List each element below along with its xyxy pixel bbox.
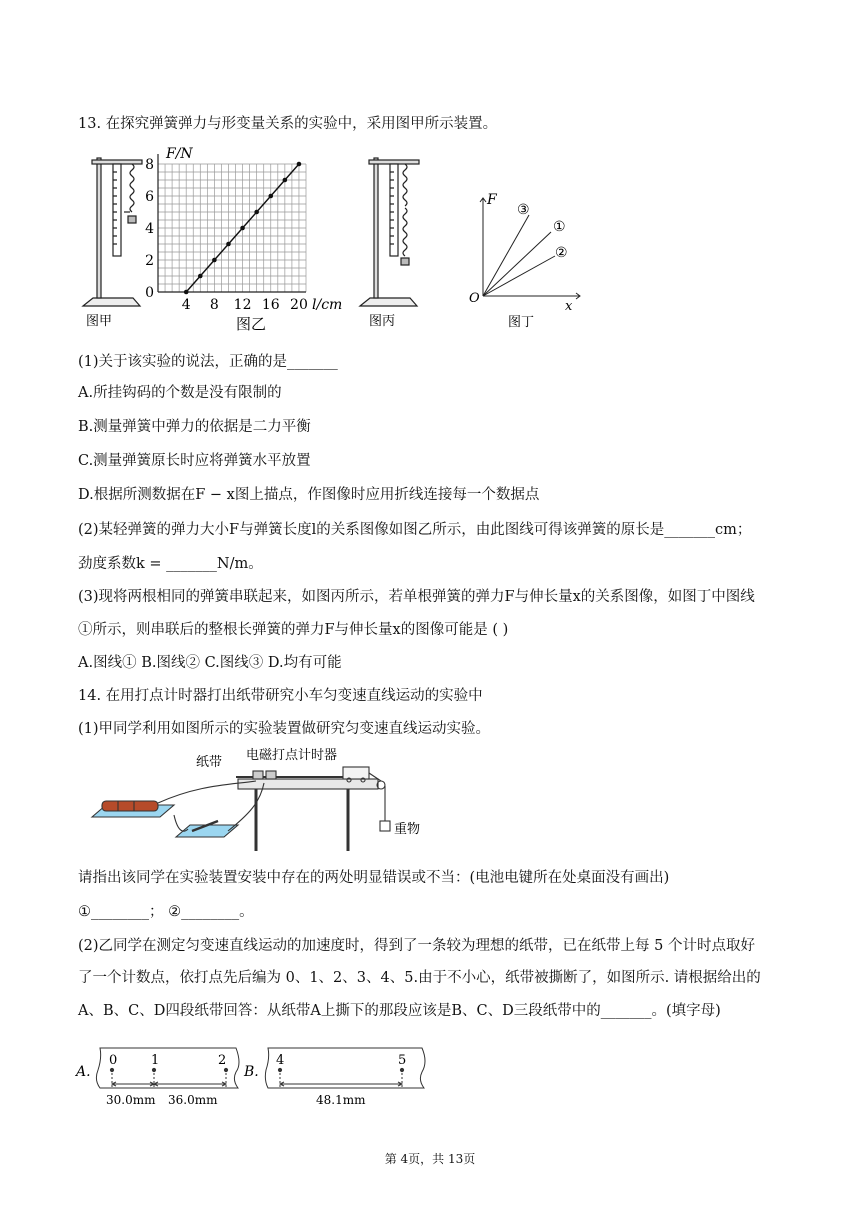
- q13-part3-options: A.图线① B.图线② C.图线③ D.均有可能: [78, 655, 342, 671]
- data-point: [198, 274, 203, 279]
- ding-line-3-label: ③: [517, 202, 530, 218]
- figure-yi-caption: 图乙: [236, 315, 267, 333]
- figure-ding: [455, 188, 585, 330]
- q13-option-b: B.测量弹簧中弹力的依据是二力平衡: [78, 419, 311, 435]
- figure-bing-caption: 图丙: [369, 314, 396, 329]
- q14-part2-line1: (2)乙同学在测定匀变速直线运动的加速度时，得到了一条较为理想的纸带，已在纸带上每 5 个计时点取好: [78, 938, 755, 954]
- tape-a-point-2: 2: [218, 1053, 227, 1068]
- q14-intro: 14. 在用打点计时器打出纸带研究小车匀变速直线运动的实验中: [78, 688, 483, 704]
- page-footer: 第 4页，共 13页: [384, 1152, 476, 1166]
- weight-block: [380, 821, 390, 831]
- q13-part2-line2: 劲度系数k = _______N/m。: [78, 556, 263, 572]
- figure-apparatus: [88, 745, 448, 857]
- tape-a-label: A.: [76, 1064, 91, 1080]
- y-tick-label: 4: [145, 221, 154, 237]
- table-top: [238, 779, 378, 789]
- tape-b-dist: 48.1mm: [316, 1093, 366, 1107]
- y-tick-label: 0: [145, 285, 154, 301]
- figure-tapes: [76, 1040, 436, 1112]
- q13-part2-line1: (2)某轻弹簧的弹力大小F与弹簧长度l的关系图像如图乙所示，由此图线可得该弹簧的原长是_______cm；: [78, 522, 752, 538]
- q14-part2-line2: 了一个计数点，依打点先后编为 0、1、2、3、4、5.由于不小心，纸带被撕断了，如图所示. 请根据给出的: [78, 970, 761, 986]
- data-point: [297, 162, 302, 167]
- ding-y-label: F: [487, 192, 497, 208]
- x-tick-label: 12: [233, 297, 252, 313]
- data-point: [283, 178, 288, 183]
- q14-part1-blanks: ①________； ②________。: [78, 904, 254, 920]
- y-tick-label: 8: [145, 157, 154, 173]
- ding-line-1-label: ①: [553, 219, 566, 235]
- q13-part1: (1)关于该实验的说法，正确的是_______: [78, 354, 338, 370]
- label-timer: 电磁打点计时器: [246, 748, 338, 763]
- label-weight: 重物: [394, 822, 421, 837]
- q14-part1: (1)甲同学利用如图所示的实验装置做研究匀变速直线运动实验。: [78, 721, 491, 737]
- tape-b-point-5: 5: [398, 1053, 407, 1068]
- ding-line-2-label: ②: [555, 245, 568, 261]
- q13-part3-line1: (3)现将两根相同的弹簧串联起来，如图丙所示，若单根弹簧的弹力F与伸长量x的关系图像，如图丁中图线: [78, 589, 755, 605]
- y-tick-label: 2: [145, 253, 154, 269]
- data-point: [240, 226, 245, 231]
- chart-y-axis-label: F/N: [166, 146, 193, 162]
- figure-jia-caption: 图甲: [86, 314, 113, 329]
- q13-option-a: A.所挂钩码的个数是没有限制的: [78, 385, 282, 401]
- data-point: [226, 242, 231, 247]
- chart-x-axis-label: l/cm: [312, 297, 343, 313]
- figure-bing: [355, 148, 425, 328]
- x-tick-label: 4: [181, 297, 191, 313]
- figure-ding-caption: 图丁: [508, 315, 535, 330]
- ding-origin-label: O: [469, 291, 480, 306]
- tape-a-point-0: 0: [109, 1053, 118, 1068]
- tape-b-label: B.: [244, 1064, 259, 1080]
- tape-a-dist-1: 30.0mm: [106, 1093, 156, 1107]
- q13-option-d: D.根据所测数据在F − x图上描点，作图像时应用折线连接每一个数据点: [78, 487, 540, 503]
- data-point: [184, 290, 189, 295]
- ding-x-label: x: [565, 299, 573, 314]
- q13-option-c: C.测量弹簧原长时应将弹簧水平放置: [78, 453, 311, 469]
- data-point: [212, 258, 217, 263]
- q13-intro: 13. 在探究弹簧弹力与形变量关系的实验中，采用图甲所示装置。: [78, 116, 498, 132]
- ding-line-3: [483, 215, 529, 296]
- cart: [343, 767, 369, 779]
- figure-yi-chart: [145, 142, 363, 334]
- data-point: [268, 194, 273, 199]
- q14-part1-ask: 请指出该同学在实验装置安装中存在的两处明显错误或不当：(电池电键所在处桌面没有画出): [78, 870, 670, 886]
- label-tape: 纸带: [196, 755, 223, 770]
- chart-axes: [158, 154, 306, 292]
- tape-b-point-4: 4: [276, 1053, 285, 1068]
- tape-a-point-1: 1: [151, 1053, 160, 1068]
- y-tick-label: 6: [145, 189, 154, 205]
- x-tick-label: 16: [261, 297, 280, 313]
- data-point: [254, 210, 259, 215]
- timer-body: [253, 771, 263, 779]
- x-tick-label: 8: [209, 297, 219, 313]
- chart-grid: [158, 164, 306, 292]
- tape-a-dist-2: 36.0mm: [168, 1093, 218, 1107]
- x-tick-label: 20: [290, 297, 308, 313]
- q13-part3-line2: ①所示，则串联后的整根长弹簧的弹力F与伸长量x的图像可能是 ( ): [78, 622, 509, 638]
- q14-part2-line3: A、B、C、D四段纸带回答：从纸带A上撕下的那段应该是B、C、D三段纸带中的_______。(填字母): [78, 1003, 721, 1019]
- figure-jia: [78, 148, 148, 328]
